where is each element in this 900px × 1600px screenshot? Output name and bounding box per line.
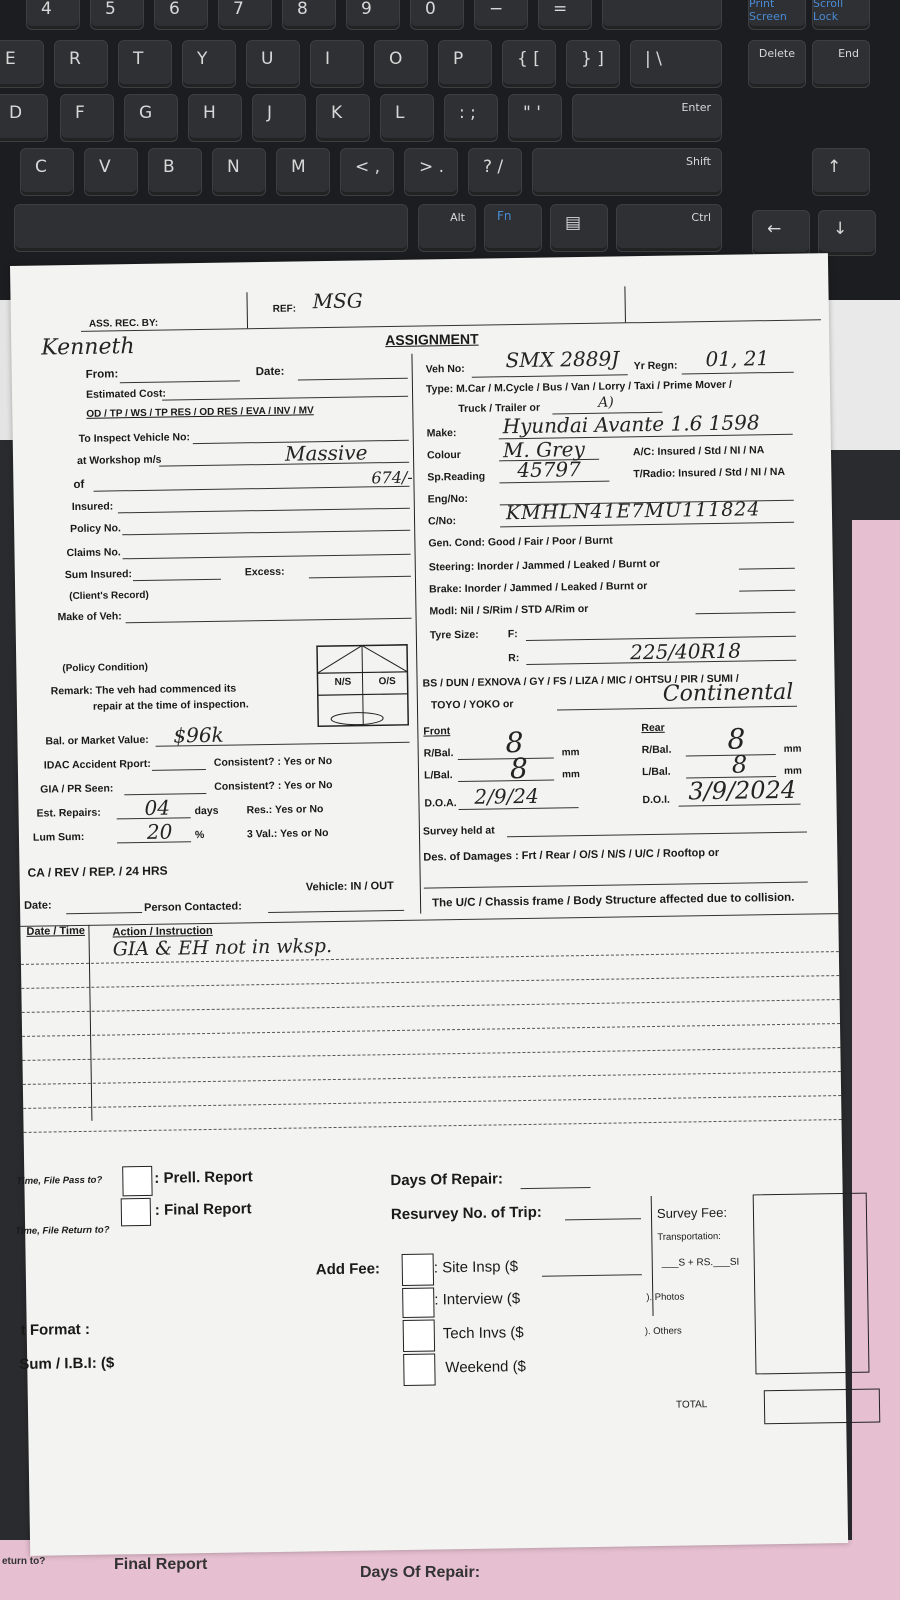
sum-insured-label: Sum Insured: [64,568,133,582]
key-8: 8 [282,0,336,30]
ref-label: REF: [272,303,297,315]
tyre-f-label: F: [507,628,518,641]
action-row-8 [24,1119,842,1133]
action-row-2 [21,975,839,989]
survey-held-line [507,832,807,838]
site-insp-label: : Site Insp ($ [433,1258,519,1277]
lbal-front-handwritten: 8 [509,751,529,786]
key-j: J [252,94,306,142]
policy-line [122,530,410,536]
truck-trailer-label: Truck / Trailer or [458,401,541,415]
ass-rec-by-label: ASS. REC. BY: [88,317,159,330]
key-print-screen: Print Screen [748,0,806,30]
consistent-1-label: Consistent? : Yes or No [213,755,333,769]
modl-line-blank [696,612,796,615]
vehicle-type-line: Type: M.Car / M.Cycle / Bus / Van / Lorry / Taxi / Prime Mover / [425,378,733,396]
interview-label: : Interview ($ [434,1290,521,1309]
key-scroll-lock: Scroll Lock [812,0,870,30]
key-period: > . [404,148,458,196]
key-menu: ▤ [550,204,608,252]
site-insp-line [542,1274,642,1277]
make-label: Make: [426,427,457,440]
key-m: M [276,148,330,196]
rear-label: Rear [641,721,665,735]
des-damages-line-blank [424,882,808,889]
time-file-return-label: Time, File Return to? [15,1224,110,1238]
val3-label: 3 Val.: Yes or No [246,827,329,841]
from-line [120,380,240,383]
days-label: days [194,804,219,818]
doi-label: D.O.I. [642,793,670,807]
action-instruction-header: Action / Instruction [112,924,213,939]
doi-handwritten: 3/9/2024 [688,775,797,806]
bal-market-label: Bal. or Market Value: [45,733,149,748]
ca-rev-line: CA / REV / REP. / 24 HRS [27,863,168,880]
key-r: R [54,40,108,88]
brake-line: Brake: Inorder / Jammed / Leaked / Burnt or [429,580,648,596]
date2-label: Date: [23,899,52,912]
key-y: Y [182,40,236,88]
modl-line: Modl: Nil / S/Rim / STD A/Rim or [429,602,589,618]
action-row-6 [23,1071,841,1085]
key-h: H [188,94,242,142]
steering-line: Steering: Inorder / Jammed / Leaked / Burnt or [428,557,660,574]
key-arrow-up: ↑ [812,148,870,196]
tyre-brand-handwritten: Continental [662,679,794,707]
veh-no-label: Veh No: [425,362,465,376]
key-4: 4 [26,0,80,30]
pct-label: % [194,829,205,842]
action-row-7 [23,1095,841,1109]
gen-cond-line: Gen. Cond: Good / Fair / Poor / Burnt [428,534,613,550]
key-t: T [118,40,172,88]
key-k: K [316,94,370,142]
to-inspect-label: To Inspect Vehicle No: [78,431,191,445]
site-insp-checkbox[interactable] [402,1253,434,1285]
key-arrow-left: ← [752,210,810,256]
days-of-repair-line [521,1187,591,1189]
s-rs-label: ___S + RS.___SI [661,1256,740,1269]
prelim-report-label: : Prell. Report [154,1168,253,1187]
tech-invs-checkbox[interactable] [403,1319,435,1351]
claims-line [123,554,411,560]
action-table-top [20,913,838,927]
header-line [81,319,821,332]
claims-label: Claims No. [66,546,121,560]
yr-regn-line [682,372,794,375]
est-repairs-handwritten: 04 [144,795,171,820]
key-backslash: | \ [630,40,722,88]
interview-checkbox[interactable] [402,1287,434,1317]
make-handwritten: Hyundai Avante 1.6 1598 [502,410,760,439]
prelim-report-checkbox[interactable] [122,1166,152,1196]
key-0: 0 [410,0,464,30]
key-f: F [60,94,114,142]
brake-line-blank [739,590,795,592]
est-repairs-label: Est. Repairs: [36,806,101,820]
ref-value: MSG [312,288,363,314]
lum-sum-handwritten: 20 [146,819,173,844]
person-line [268,910,404,913]
sum-insured-line [133,579,221,581]
yr-regn-handwritten: 01, 21 [705,346,770,372]
lbal-rear-mm: mm [783,765,802,777]
workshop-handwritten: Massive [284,440,368,466]
of-label: of [73,478,85,492]
sp-reading-label: Sp.Reading [427,470,486,484]
lbal-rear-handwritten: 8 [731,750,748,779]
key-enter: Enter [572,94,722,142]
next-sheet-return: eturn to? [2,1556,46,1567]
sum-ibi-label: Sum / I.B.I: ($ [19,1354,115,1373]
transportation-label: Transportation: [657,1230,721,1243]
action-row-4 [22,1023,840,1037]
lbal-front-line [458,780,554,783]
center-divider [411,354,421,914]
lbal-front-label: L/Bal. [423,769,453,782]
of-line [94,486,410,492]
tyre-brands-line: BS / DUN / EXNOVA / GY / FS / LIZA / MIC / OHTSU / PIR / SUMI / [422,672,739,690]
action-row-5 [22,1047,840,1061]
format-label: t Format : [20,1320,91,1339]
policy-condition-label: (Policy Condition) [62,661,148,675]
from-label: From: [85,368,119,381]
key-arrow-down: ↓ [818,210,876,256]
make-of-veh-line [126,618,412,623]
insured-line [118,508,410,514]
person-contacted-label: Person Contacted: [144,900,242,914]
survey-fee-label: Survey Fee: [656,1204,728,1221]
add-fee-label: Add Fee: [315,1260,381,1279]
next-sheet-days: Days Of Repair: [360,1564,481,1581]
rbal-front-mm: mm [561,747,580,759]
ns-label: N/S [334,676,352,688]
steering-line-blank [739,568,795,570]
date-line [298,378,408,381]
os-label: O/S [378,675,396,688]
key-o: O [374,40,428,88]
key-6: 6 [154,0,208,30]
key-u: U [246,40,300,88]
doa-handwritten: 2/9/24 [474,783,539,809]
key-b: B [148,148,202,196]
key-l: L [380,94,434,142]
uc-chassis-line: The U/C / Chassis frame / Body Structure affected due to collision. [431,891,795,910]
idac-label: IDAC Accident Rport: [43,757,151,772]
rbal-front-handwritten: 8 [505,725,524,760]
lbal-rear-label: L/Bal. [641,765,671,779]
remark-line-1: Remark: The veh had commenced its [50,682,237,698]
tyre-handwritten: 225/40R18 [629,638,742,665]
des-damages-line: Des. of Damages : Frt / Rear / O/S / N/S / U/C / Rooftop or [423,846,720,864]
tyre-r-label: R: [508,652,520,665]
total-label: TOTAL [675,1399,708,1411]
yr-regn-label: Yr Regn: [633,359,678,373]
lum-sum-label: Lum Sum: [32,830,85,844]
weekend-checkbox[interactable] [403,1353,435,1385]
name-handwritten: Kenneth [41,334,135,361]
front-label: Front [423,725,451,738]
key-slash: ? / [468,148,522,196]
bal-market-handwritten: $96k [173,722,224,748]
survey-held-label: Survey held at [422,824,495,838]
sp-reading-handwritten: 45797 [517,457,582,483]
rbal-rear-label: R/Bal. [641,743,672,757]
key-7: 7 [218,0,272,30]
key-alt: Alt [418,204,476,252]
header-divider-left [246,292,248,328]
key-5: 5 [90,0,144,30]
veh-no-handwritten: SMX 2889J [505,346,620,373]
key-backspace [602,0,722,30]
excess-line [309,576,411,579]
key-quote: " ' [508,94,562,142]
est-cost-line [162,396,408,401]
key-p: P [438,40,492,88]
rbal-rear-handwritten: 8 [727,722,746,756]
next-sheet-final-report: Final Report [114,1556,208,1573]
insured-label: Insured: [71,500,114,514]
pink-sheet-right [852,520,900,1600]
lbal-front-mm: mm [561,769,580,781]
veh-no-line [472,374,628,377]
key-comma: < , [340,148,394,196]
assignment-title: ASSIGNMENT [385,330,479,349]
truck-handwritten: A) [598,394,614,411]
od-tp-line: OD / TP / WS / TP RES / OD RES / EVA / INV / MV [86,405,314,420]
res-label: Res.: Yes or No [246,803,324,817]
resurvey-label: Resurvey No. of Trip: [390,1203,542,1224]
eng-no-label: Eng/No: [427,492,469,506]
white-sheet-right [826,300,900,450]
colour-handwritten: M. Grey [502,436,586,463]
key-g: G [124,94,178,142]
c-no-handwritten: KMHLN41E7MU111824 [505,498,761,525]
policy-label: Policy No. [70,522,121,536]
vehicle-in-out: Vehicle: IN / OUT [305,880,394,894]
others-label: ). Others [644,1325,682,1338]
idac-line [152,769,206,771]
days-of-repair-label: Days Of Repair: [390,1170,504,1190]
clients-record-label: (Client's Record) [69,589,149,603]
key-semicolon: : ; [444,94,498,142]
gia-label: GIA / PR Seen: [40,782,114,796]
key-v: V [84,148,138,196]
tradio-label: T/Radio: Insured / Std / NI / NA [633,465,786,481]
final-report-checkbox[interactable] [121,1198,151,1226]
remark-line-2: repair at the time of inspection. [92,698,249,713]
key-fn: Fn [484,204,542,252]
key-d: D [0,94,48,142]
action-entry-handwritten: GIA & EH not in wksp. [112,935,333,961]
key-e: E [0,40,44,88]
key-c: C [20,148,74,196]
key-delete: Delete [748,40,806,88]
key-shift: Shift [532,148,722,196]
tech-invs-label: Tech Invs ($ [442,1324,524,1343]
survey-fee-box[interactable] [753,1193,870,1375]
key-i: I [310,40,364,88]
assignment-form [10,253,848,1556]
of-handwritten: 674/- [371,467,413,488]
final-report-label: : Final Report [154,1200,252,1219]
time-file-pass-label: Time, File Pass to? [16,1174,103,1188]
excess-label: Excess: [244,565,285,579]
rbal-front-label: R/Bal. [423,747,454,760]
key-n: N [212,148,266,196]
key-ctrl: Ctrl [616,204,722,252]
resurvey-line [565,1218,641,1220]
c-no-label: C/No: [427,515,457,528]
toyo-yoko-label: TOYO / YOKO or [430,698,514,712]
action-table-divider [88,925,92,1121]
key-space [14,204,408,252]
ac-label: A/C: Insured / Std / NI / NA [632,444,765,459]
key-bracket-left: { [ [502,40,556,88]
key-9: 9 [346,0,400,30]
workshop-label: at Workshop m/s [76,453,162,467]
rbal-rear-mm: mm [783,743,802,755]
doa-label: D.O.A. [424,797,457,810]
key-equals: = [538,0,592,30]
header-divider-right [624,286,626,322]
make-of-veh-label: Make of Veh: [57,610,122,624]
date-label: Date: [255,365,285,379]
colour-label: Colour [426,448,461,462]
consistent-2-label: Consistent? : Yes or No [214,779,333,793]
estimated-cost-label: Estimated Cost: [85,387,167,401]
total-box[interactable] [764,1388,881,1424]
key-end: End [812,40,870,88]
photos-label: ). Photos [646,1291,685,1304]
date-time-header: Date / Time [26,924,86,938]
date2-line [66,912,142,914]
key-minus: − [474,0,528,30]
action-row-3 [22,999,840,1013]
key-bracket-right: } ] [566,40,620,88]
weekend-label: Weekend ($ [445,1358,527,1377]
tyre-size-label: Tyre Size: [429,628,479,642]
